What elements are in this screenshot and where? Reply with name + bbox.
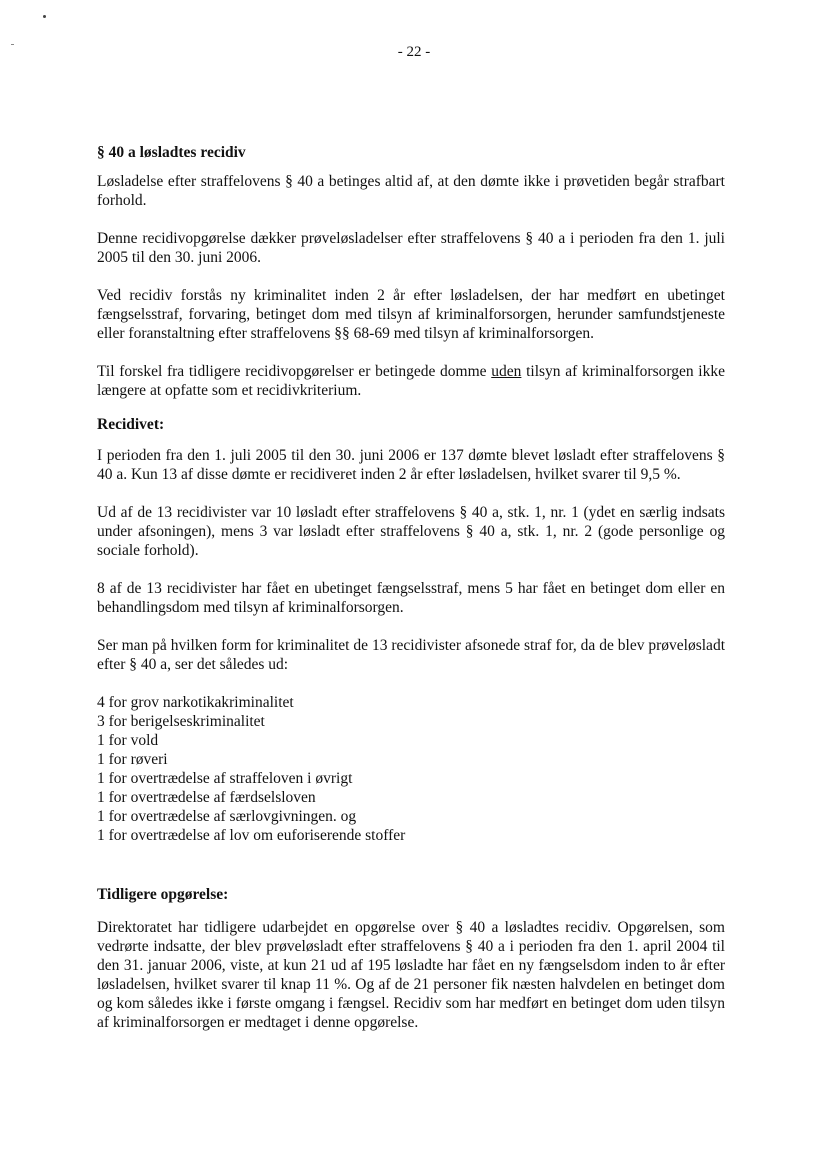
crime-type-list [97, 693, 725, 845]
underlined-word: uden [491, 363, 522, 380]
paragraph: Ved recidiv forstås ny kriminalitet inden 2 år efter løsladelsen, der har medført en ubetinget fængselsstraf, forvaring, betinget dom med tilsyn af kriminalforsorgen, herunder samfundstjeneste eller foranstaltning efter straffelovens §§ 68-69 med tilsyn af kriminalforsorgen. [97, 287, 725, 342]
paragraph [97, 362, 725, 400]
paragraph-text: tilsyn af kriminalforsorgen ikke længere at opfatte som et recidivkriterium. [97, 363, 725, 399]
paragraph: Denne recidivopgørelse dækker prøveløsladelser efter straffelovens § 40 a i perioden fra den 1. juli 2005 til den 30. juni 2006. [97, 230, 725, 266]
list-item: 1 for røveri [97, 751, 168, 768]
paragraph: I perioden fra den 1. juli 2005 til den 30. juni 2006 er 137 dømte blevet løsladt efter straffelovens § 40 a. Kun 13 af disse dømte er recidiveret inden 2 år efter løsladelsen, hvilket svarer til 9,5 %. [97, 447, 725, 483]
list-item: 4 for grov narkotikakriminalitet [97, 694, 294, 711]
paragraph: Direktoratet har tidligere udarbejdet en opgørelse over § 40 a løsladtes recidiv. Opgørelsen, som vedrørte indsatte, der blev prøveløsladt efter straffelovens § 40 a i perioden fra den 1. april 2004 til den 31. januar 2006, viste, at kun 21 ud af 195 løsladte har fået en ny fængselsdom inden to år efter løsladelsen, hvilket svarer til knap 11 %. Og af de 21 personer fik næsten halvdelen en betinget dom og kom således ikke i første omgang i fængsel. Recidiv som har medført en betinget dom uden tilsyn af kriminalforsorgen er medtaget i denne opgørelse. [97, 919, 725, 1031]
section-heading: § 40 a løsladtes recidiv [97, 144, 246, 161]
list-item: 1 for overtrædelse af lov om euforiserende stoffer [97, 827, 406, 844]
section-heading: Tidligere opgørelse: [97, 886, 229, 903]
list-item: 1 for vold [97, 732, 159, 749]
paragraph: Ud af de 13 recidivister var 10 løsladt efter straffelovens § 40 a, stk. 1, nr. 1 (ydet en særlig indsats under afsoningen), mens 3 var løsladt efter straffelovens § 40 a, stk. 1, nr. 2 (gode personlige og sociale forhold). [97, 504, 725, 559]
list-item: 3 for berigelseskriminalitet [97, 713, 265, 730]
paragraph: Ser man på hvilken form for kriminalitet de 13 recidivister afsonede straf for, da de blev prøveløsladt efter § 40 a, ser det således ud: [97, 637, 725, 673]
paragraph-text: Til forskel fra tidligere recidivopgørelser er betingede domme [97, 363, 492, 380]
list-item: 1 for overtrædelse af færdselsloven [97, 789, 316, 806]
section-recidivet [97, 415, 725, 845]
paragraph: Løsladelse efter straffelovens § 40 a betinges altid af, at den dømte ikke i prøvetiden begår strafbart forhold. [97, 173, 725, 209]
scan-speck [43, 15, 46, 18]
paragraph: 8 af de 13 recidivister har fået en ubetinget fængselsstraf, mens 5 har fået en betinget dom eller en behandlingsdom med tilsyn af kriminalforsorgen. [97, 580, 725, 616]
section-heading: Recidivet: [97, 416, 165, 433]
section-40a-recidiv [97, 143, 725, 400]
list-item: 1 for overtrædelse af særlovgivningen. og [97, 808, 357, 825]
section-tidligere-opgoerelse [97, 885, 725, 1032]
document-body [97, 143, 725, 1051]
page-number: - 22 - [397, 44, 431, 60]
list-item: 1 for overtrædelse af straffeloven i øvrigt [97, 770, 353, 787]
